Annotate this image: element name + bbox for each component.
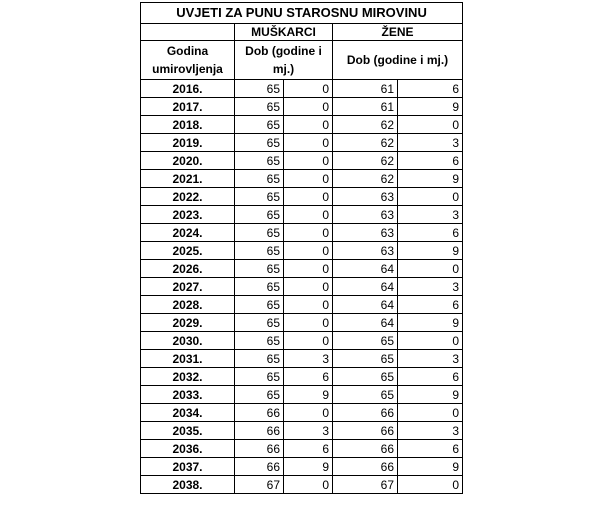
women-years-cell: 63 [333, 224, 398, 242]
year-cell: 2023. [141, 206, 235, 224]
table-row [141, 476, 463, 494]
men-months-cell: 0 [284, 404, 333, 422]
men-years-cell: 65 [235, 332, 284, 350]
men-months-cell: 0 [284, 134, 333, 152]
table-row [141, 80, 463, 98]
women-years-cell: 62 [333, 170, 398, 188]
year-cell: 2030. [141, 332, 235, 350]
women-age-header: Dob (godine i mj.) [333, 41, 463, 80]
men-years-cell: 65 [235, 296, 284, 314]
table-row [141, 314, 463, 332]
women-years-cell: 64 [333, 314, 398, 332]
table-row [141, 296, 463, 314]
women-months-cell: 3 [398, 350, 463, 368]
table-row [141, 134, 463, 152]
women-months-cell: 9 [398, 170, 463, 188]
table-row [141, 404, 463, 422]
women-years-cell: 62 [333, 116, 398, 134]
men-age-header: Dob (godine i mj.) [235, 41, 333, 80]
table-row [141, 242, 463, 260]
year-cell: 2025. [141, 242, 235, 260]
women-months-cell: 0 [398, 404, 463, 422]
retirement-conditions-table [140, 2, 463, 494]
men-years-cell: 65 [235, 386, 284, 404]
year-cell: 2031. [141, 350, 235, 368]
women-months-cell: 0 [398, 260, 463, 278]
men-years-cell: 66 [235, 458, 284, 476]
women-months-cell: 6 [398, 152, 463, 170]
women-months-cell: 0 [398, 188, 463, 206]
women-years-cell: 62 [333, 152, 398, 170]
men-years-cell: 67 [235, 476, 284, 494]
men-months-cell: 6 [284, 368, 333, 386]
table-row [141, 98, 463, 116]
women-months-cell: 3 [398, 206, 463, 224]
men-months-cell: 0 [284, 80, 333, 98]
women-years-cell: 65 [333, 332, 398, 350]
table-row [141, 206, 463, 224]
year-cell: 2022. [141, 188, 235, 206]
table-row [141, 332, 463, 350]
women-years-cell: 66 [333, 440, 398, 458]
column-header-row [141, 41, 463, 80]
women-years-cell: 63 [333, 188, 398, 206]
empty-header-cell [141, 24, 235, 41]
men-years-cell: 65 [235, 116, 284, 134]
men-years-cell: 65 [235, 188, 284, 206]
women-years-cell: 64 [333, 296, 398, 314]
men-months-cell: 0 [284, 98, 333, 116]
table-row [141, 170, 463, 188]
men-months-cell: 0 [284, 296, 333, 314]
men-years-cell: 65 [235, 152, 284, 170]
men-years-cell: 66 [235, 440, 284, 458]
year-cell: 2018. [141, 116, 235, 134]
men-months-cell: 9 [284, 386, 333, 404]
women-months-cell: 0 [398, 116, 463, 134]
year-cell: 2024. [141, 224, 235, 242]
table-row [141, 224, 463, 242]
men-months-cell: 9 [284, 458, 333, 476]
men-years-cell: 65 [235, 350, 284, 368]
women-months-cell: 3 [398, 422, 463, 440]
men-years-cell: 66 [235, 422, 284, 440]
women-header: ŽENE [333, 24, 463, 41]
year-cell: 2035. [141, 422, 235, 440]
year-cell: 2026. [141, 260, 235, 278]
year-cell: 2027. [141, 278, 235, 296]
men-months-cell: 0 [284, 206, 333, 224]
table-row [141, 188, 463, 206]
year-cell: 2037. [141, 458, 235, 476]
table-row [141, 368, 463, 386]
men-months-cell: 0 [284, 116, 333, 134]
women-months-cell: 0 [398, 476, 463, 494]
women-months-cell: 9 [398, 314, 463, 332]
women-months-cell: 9 [398, 242, 463, 260]
women-months-cell: 9 [398, 458, 463, 476]
women-years-cell: 65 [333, 368, 398, 386]
year-cell: 2020. [141, 152, 235, 170]
men-months-cell: 0 [284, 260, 333, 278]
year-cell: 2017. [141, 98, 235, 116]
men-months-cell: 6 [284, 440, 333, 458]
table-row [141, 386, 463, 404]
women-months-cell: 0 [398, 332, 463, 350]
men-years-cell: 65 [235, 98, 284, 116]
year-cell: 2029. [141, 314, 235, 332]
year-cell: 2034. [141, 404, 235, 422]
women-years-cell: 66 [333, 404, 398, 422]
table-title: UVJETI ZA PUNU STAROSNU MIROVINU [141, 3, 463, 24]
men-years-cell: 66 [235, 404, 284, 422]
men-months-cell: 0 [284, 152, 333, 170]
women-months-cell: 6 [398, 296, 463, 314]
title-row [141, 3, 463, 24]
women-months-cell: 6 [398, 224, 463, 242]
year-cell: 2019. [141, 134, 235, 152]
men-header: MUŠKARCI [235, 24, 333, 41]
men-years-cell: 65 [235, 170, 284, 188]
women-months-cell: 6 [398, 80, 463, 98]
women-months-cell: 6 [398, 440, 463, 458]
women-years-cell: 67 [333, 476, 398, 494]
year-cell: 2016. [141, 80, 235, 98]
retirement-table-sheet [140, 2, 462, 516]
year-cell: 2032. [141, 368, 235, 386]
year-cell: 2021. [141, 170, 235, 188]
men-years-cell: 65 [235, 368, 284, 386]
table-row [141, 440, 463, 458]
women-years-cell: 66 [333, 458, 398, 476]
year-cell: 2028. [141, 296, 235, 314]
women-years-cell: 65 [333, 386, 398, 404]
table-row [141, 350, 463, 368]
men-years-cell: 65 [235, 134, 284, 152]
table-row [141, 116, 463, 134]
year-column-header: Godina umirovljenja [141, 41, 235, 80]
women-years-cell: 62 [333, 134, 398, 152]
women-months-cell: 3 [398, 134, 463, 152]
men-months-cell: 3 [284, 422, 333, 440]
women-years-cell: 63 [333, 206, 398, 224]
men-years-cell: 65 [235, 314, 284, 332]
women-years-cell: 64 [333, 278, 398, 296]
year-cell: 2038. [141, 476, 235, 494]
men-years-cell: 65 [235, 278, 284, 296]
men-months-cell: 0 [284, 224, 333, 242]
men-months-cell: 0 [284, 476, 333, 494]
women-years-cell: 66 [333, 422, 398, 440]
table-body [141, 3, 463, 494]
women-months-cell: 6 [398, 368, 463, 386]
men-years-cell: 65 [235, 80, 284, 98]
men-months-cell: 0 [284, 188, 333, 206]
women-months-cell: 9 [398, 98, 463, 116]
women-years-cell: 64 [333, 260, 398, 278]
year-cell: 2033. [141, 386, 235, 404]
women-months-cell: 3 [398, 278, 463, 296]
men-years-cell: 65 [235, 260, 284, 278]
year-cell: 2036. [141, 440, 235, 458]
men-years-cell: 65 [235, 224, 284, 242]
men-months-cell: 0 [284, 242, 333, 260]
men-years-cell: 65 [235, 242, 284, 260]
men-years-cell: 65 [235, 206, 284, 224]
women-years-cell: 65 [333, 350, 398, 368]
gender-header-row [141, 24, 463, 41]
table-row [141, 422, 463, 440]
table-row [141, 260, 463, 278]
men-months-cell: 0 [284, 332, 333, 350]
women-years-cell: 63 [333, 242, 398, 260]
table-row [141, 458, 463, 476]
women-months-cell: 9 [398, 386, 463, 404]
men-months-cell: 0 [284, 314, 333, 332]
women-years-cell: 61 [333, 80, 398, 98]
men-months-cell: 0 [284, 278, 333, 296]
table-row [141, 278, 463, 296]
women-years-cell: 61 [333, 98, 398, 116]
men-months-cell: 0 [284, 170, 333, 188]
men-months-cell: 3 [284, 350, 333, 368]
table-row [141, 152, 463, 170]
